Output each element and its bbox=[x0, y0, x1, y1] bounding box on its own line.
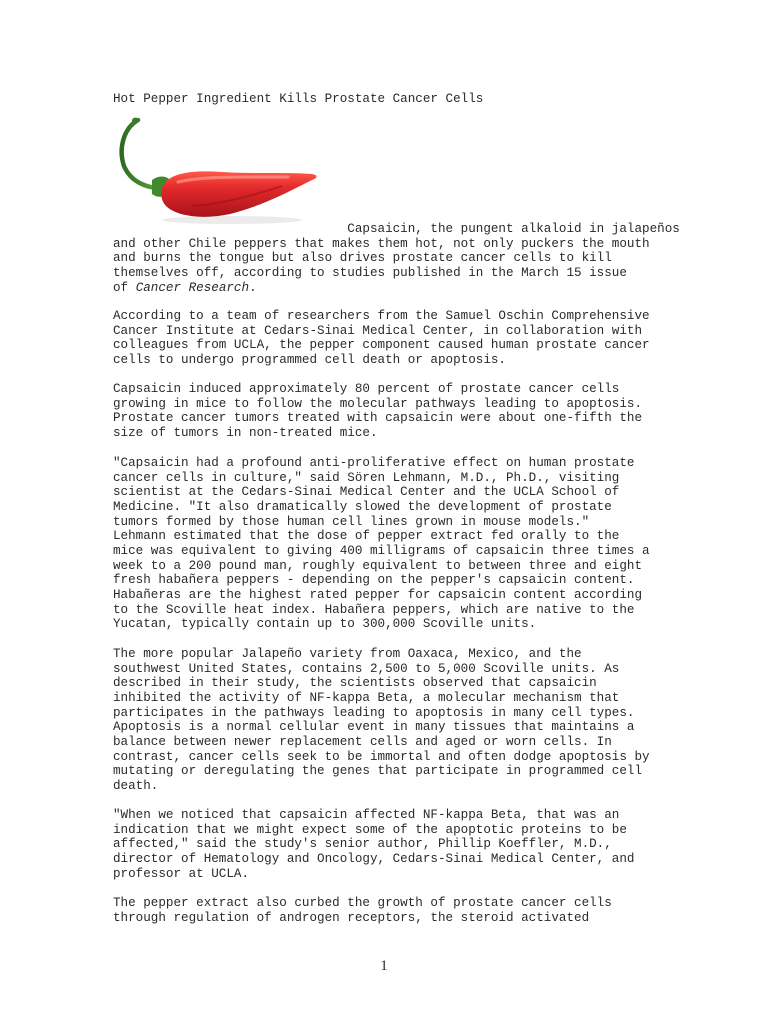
paragraph-1-end: . bbox=[249, 280, 257, 295]
document-title: Hot Pepper Ingredient Kills Prostate Cancer Cells bbox=[113, 92, 484, 106]
paragraph-5: The more popular Jalapeño variety from Oaxaca, Mexico, and the southwest United States, contains 2,500 to 5,000 Scoville units. As described in their study, the scientists observed that capsaicin inhibited the activity of NF-kappa Beta, a molecular mechanism that participates in the pathways leading to apoptosis in many cell types. Apoptosis is a normal cellular event in many tissues that maintains a balance between newer replacement cells and aged or worn cells. In contrast, cancer cells seek to be immortal and often dodge apoptosis by mutating or deregulating the genes that participate in programmed cell death. bbox=[113, 647, 650, 793]
chili-pepper-image bbox=[112, 114, 320, 226]
paragraph-7: The pepper extract also curbed the growth of prostate cancer cells through regulation of androgen receptors, the steroid activated bbox=[113, 896, 612, 925]
paragraph-2: According to a team of researchers from the Samuel Oschin Comprehensive Cancer Institute at Cedars-Sinai Medical Center, in collaboration with colleagues from UCLA, the pepper component caused human prostate cancer cells to undergo programmed cell death or apoptosis. bbox=[113, 309, 650, 367]
page-number: 1 bbox=[380, 958, 388, 974]
paragraph-1 bbox=[113, 222, 680, 295]
paragraph-1-text: Capsaicin, the pungent alkaloid in jalapeños and other Chile peppers that makes them hot, not only puckers the mouth and burns the tongue but also drives prostate cancer cells to kill themselves off, according to studies published in the March 15 issue of bbox=[113, 222, 680, 295]
journal-name: Cancer Research bbox=[135, 280, 250, 295]
paragraph-6: "When we noticed that capsaicin affected NF-kappa Beta, that was an indication that we might expect some of the apoptotic proteins to be affected," said the study's senior author, Phillip Koeffler, M.D., director of Hematology and Oncology, Cedars-Sinai Medical Center, and professor at UCLA. bbox=[113, 808, 635, 881]
paragraph-3: Capsaicin induced approximately 80 percent of prostate cancer cells growing in mice to follow the molecular pathways leading to apoptosis. Prostate cancer tumors treated with capsaicin were about one-fifth the size of tumors in non-treated mice. bbox=[113, 382, 643, 440]
paragraph-4: "Capsaicin had a profound anti-proliferative effect on human prostate cancer cells in culture," said Sören Lehmann, M.D., Ph.D., visiting scientist at the Cedars-Sinai Medical Center and the UCLA School of Medicine. "It also dramatically slowed the development of prostate tumors formed by those human cell lines grown in mouse models." Lehmann estimated that the dose of pepper extract fed orally to the mice was equivalent to giving 400 milligrams of capsaicin three times a week to a 200 pound man, roughly equivalent to between three and eight fresh habañera peppers - depending on the pepper's capsaicin content. Habañeras are the highest rated pepper for capsaicin content according to the Scoville heat index. Habañera peppers, which are native to the Yucatan, typically contain up to 300,000 Scoville units. bbox=[113, 456, 650, 632]
